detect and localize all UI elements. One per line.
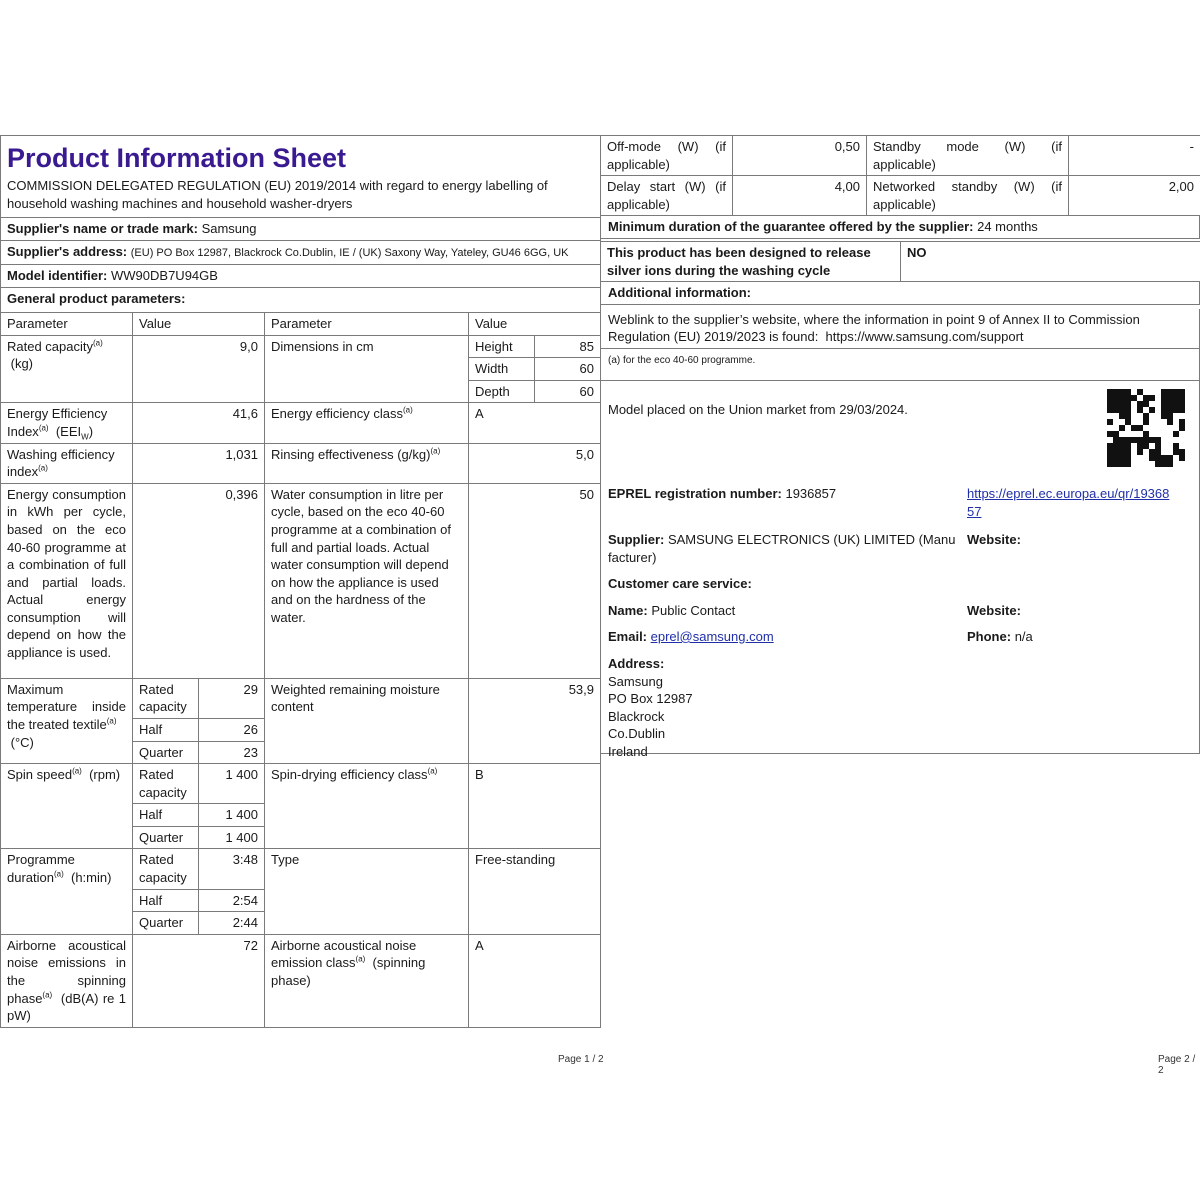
dimensions-label: Dimensions in cm <box>265 335 469 403</box>
page-number-2: Page 2 / 2 <box>1158 1054 1196 1076</box>
noise-label: Airborne acoustical noise emissions in the spinning phase <box>7 937 126 1006</box>
max-temp-label: Maximum temperature inside the treated textile <box>7 681 126 732</box>
standby-value: - <box>1069 136 1200 176</box>
page-2 <box>600 135 1200 759</box>
page-number-1: Page 1 / 2 <box>558 1054 604 1065</box>
moisture-value: 53,9 <box>469 678 601 763</box>
eprel-link[interactable]: https://eprel.ec.europa.eu/qr/1936857 <box>967 485 1170 519</box>
max-temp-quarter: 23 <box>199 741 265 764</box>
model-info-block <box>600 349 1200 759</box>
energy-consumption-value: 0,396 <box>133 483 265 678</box>
moisture-label: Weighted remaining moisture content <box>271 681 440 715</box>
address-line: Co.Dublin <box>608 726 666 742</box>
rinsing-label: Rinsing effectiveness (g/kg) <box>271 446 431 462</box>
guarantee-value: 24 months <box>977 219 1038 235</box>
spin-speed-rated: 1 400 <box>199 764 265 804</box>
supplier-name-label: Supplier's name or trade mark: <box>7 221 198 237</box>
header-value: Value <box>469 312 601 335</box>
water-consumption-label: Water consumption in litre per cycle, based on the eco 40-60 programme at a combination of full and partial loads. Actual water consumption will depend on how the appliance is used and on the hardness of the water. <box>265 483 469 678</box>
energy-consumption-label: Energy consumption in kWh per cycle, based on the eco 40-60 programme at a combination of full and partial loads. Actual energy consumption will depend on how the appliance is used. <box>1 483 133 678</box>
supplier-address: (EU) PO Box 12987, Blackrock Co.Dublin, IE / (UK) Saxony Way, Yateley, GU46 6GG, UK <box>130 246 569 259</box>
address-line: PO Box 12987 <box>608 691 693 707</box>
type-label: Type <box>265 849 469 934</box>
depth-label: Depth <box>469 380 535 403</box>
supplier-name: Samsung <box>201 221 257 237</box>
noise-value: 72 <box>133 934 265 1027</box>
rated-capacity-unit: (kg) <box>10 356 34 372</box>
phone-label: Phone: <box>967 628 1012 644</box>
height-value: 85 <box>535 335 601 358</box>
width-value: 60 <box>535 358 601 381</box>
networked-value: 2,00 <box>1069 176 1200 216</box>
customer-care-label: Customer care service: <box>608 575 752 591</box>
supplier-value: SAMSUNG ELECTRONICS (UK) LIMITED (Manufacturer) <box>608 531 956 565</box>
table-row: Maximum temperature inside the treated textile$^{(a)}$ (°C) Rated capacity 29 Weighted remaining moisture content 53,9 <box>1 678 601 718</box>
eei-value: 41,6 <box>133 403 265 443</box>
noise-class-value: A <box>469 934 601 1027</box>
spin-speed-half: 1 400 <box>199 804 265 827</box>
rated-capacity-value: 9,0 <box>133 335 265 403</box>
power-table <box>600 135 1200 216</box>
header-parameter: Parameter <box>1 312 133 335</box>
table-row <box>601 136 1200 176</box>
website-label-2: Website: <box>967 602 1021 618</box>
delay-value: 4,00 <box>733 176 867 216</box>
market-date: Model placed on the Union market from 29/03/2024. <box>608 401 908 417</box>
silver-table <box>600 241 1200 282</box>
supplier-label: Supplier: <box>608 531 665 547</box>
regulation-text: COMMISSION DELEGATED REGULATION (EU) 2019/2014 with regard to energy labelling of household washing machines and household washer-dryers <box>7 178 548 211</box>
spin-speed-label: Spin speed <box>7 767 73 783</box>
name-value: Public Contact <box>651 602 736 618</box>
spin-speed-quarter: 1 400 <box>199 826 265 849</box>
additional-label: Additional information: <box>608 285 751 301</box>
table-row <box>601 176 1200 216</box>
offmode-label: Off-mode (W) (if applicable) <box>601 136 733 176</box>
phone-value: n/a <box>1014 628 1033 644</box>
width-label: Width <box>469 358 535 381</box>
max-temp-half: 26 <box>199 718 265 741</box>
table-row: Washing efficiency index$^{(a)}$ 1,031 Rinsing effectiveness $(g/kg)^{(a)}$ 5,0 <box>1 443 601 483</box>
table-row: Half 2:54 <box>1 889 601 912</box>
programme-rated: 3:48 <box>199 849 265 889</box>
weblink-url: https://www.samsung.com/support <box>825 329 1024 345</box>
general-label: General product parameters: <box>7 290 186 306</box>
table-row: Half 1 400 <box>1 804 601 827</box>
rinsing-value: 5,0 <box>469 443 601 483</box>
address-line: Ireland <box>608 743 648 759</box>
table-row <box>1 483 601 678</box>
max-temp-rated: 29 <box>199 678 265 718</box>
supplier-address-label: Supplier's address: <box>7 243 128 259</box>
address-line: Samsung <box>608 673 663 689</box>
page-1 <box>0 135 600 1028</box>
weblink-text: Weblink to the supplier’s website, where the information in point 9 of Annex II to Commission Regulation (EU) 2019/2023 is found: <box>608 311 1140 345</box>
standby-label: Standby mode (W) (if applicable) <box>867 136 1069 176</box>
table-row: Rated capacity$^{(a)}$ (kg) 9,0 Dimensions in cm Height 85 <box>1 335 601 358</box>
model-identifier: WW90DB7U94GB <box>111 268 218 284</box>
ee-class-label: Energy efficiency class <box>271 406 403 422</box>
depth-value: 60 <box>535 380 601 403</box>
header-value: Value <box>133 312 265 335</box>
footnote: (a) for the eco 40-60 programme. <box>608 354 756 366</box>
info-table <box>0 135 601 1028</box>
table-row: Programme duration$^{(a)}$ (h:min) Rated capacity 3:48 Type Free-standing <box>1 849 601 889</box>
guarantee-label: Minimum duration of the guarantee offered by the supplier: <box>608 219 974 235</box>
eprel-label: EPREL registration number: <box>608 485 782 501</box>
address-lines <box>608 673 693 761</box>
table-header <box>1 312 601 335</box>
email-label: Email: <box>608 628 648 644</box>
silver-value: NO <box>907 244 927 260</box>
eprel-number: 1936857 <box>785 485 837 501</box>
email-link[interactable]: eprel@samsung.com <box>650 628 774 644</box>
table-row: Spin speed$^{(a)}$ (rpm) Rated capacity 1 400 Spin-drying efficiency class$^{(a)}$ B <box>1 764 601 804</box>
water-consumption-value: 50 <box>469 483 601 678</box>
address-label: Address: <box>608 655 665 671</box>
programme-quarter: 2:44 <box>199 912 265 935</box>
type-value: Free-standing <box>469 849 601 934</box>
delay-label: Delay start (W) (if applicable) <box>601 176 733 216</box>
washing-efficiency-value: 1,031 <box>133 443 265 483</box>
noise-class-label: Airborne acoustical noise emission class <box>271 937 417 971</box>
header-parameter: Parameter <box>265 312 469 335</box>
rated-capacity-label: Rated capacity <box>7 338 93 354</box>
table-row: Airborne acoustical noise emissions in the spinning phase$^{(a)}$ (dB(A) re 1 pW) 72 Airborne acoustical noise emission class$^{(a)}$ (spinning phase) A <box>1 934 601 1027</box>
name-label: Name: <box>608 602 648 618</box>
ee-class-value: A <box>469 403 601 443</box>
address-line: Blackrock <box>608 708 665 724</box>
table-row: Quarter 1 400 <box>1 826 601 849</box>
spin-class-value: B <box>469 764 601 849</box>
table-row: Energy Efficiency Index$^{(a)}$ $(EEI_W)$ 41,6 Energy efficiency class$^{(a)}$ A <box>1 403 601 443</box>
table-row: Half 26 <box>1 718 601 741</box>
spin-class-label: Spin-drying efficiency class <box>271 767 428 783</box>
silver-label: This product has been designed to release silver ions during the washing cycle <box>607 244 871 278</box>
offmode-value: 0,50 <box>733 136 867 176</box>
programme-label: Programme duration <box>7 852 75 886</box>
qr-code-icon <box>1107 389 1185 467</box>
table-row: Quarter 2:44 <box>1 912 601 935</box>
model-label: Model identifier: <box>7 268 108 284</box>
networked-label: Networked standby (W) (if applicable) <box>867 176 1069 216</box>
table-row: Quarter 23 <box>1 741 601 764</box>
page-title: Product Information Sheet <box>7 143 347 173</box>
height-label: Height <box>469 335 535 358</box>
website-label: Website: <box>967 531 1021 547</box>
programme-half: 2:54 <box>199 889 265 912</box>
